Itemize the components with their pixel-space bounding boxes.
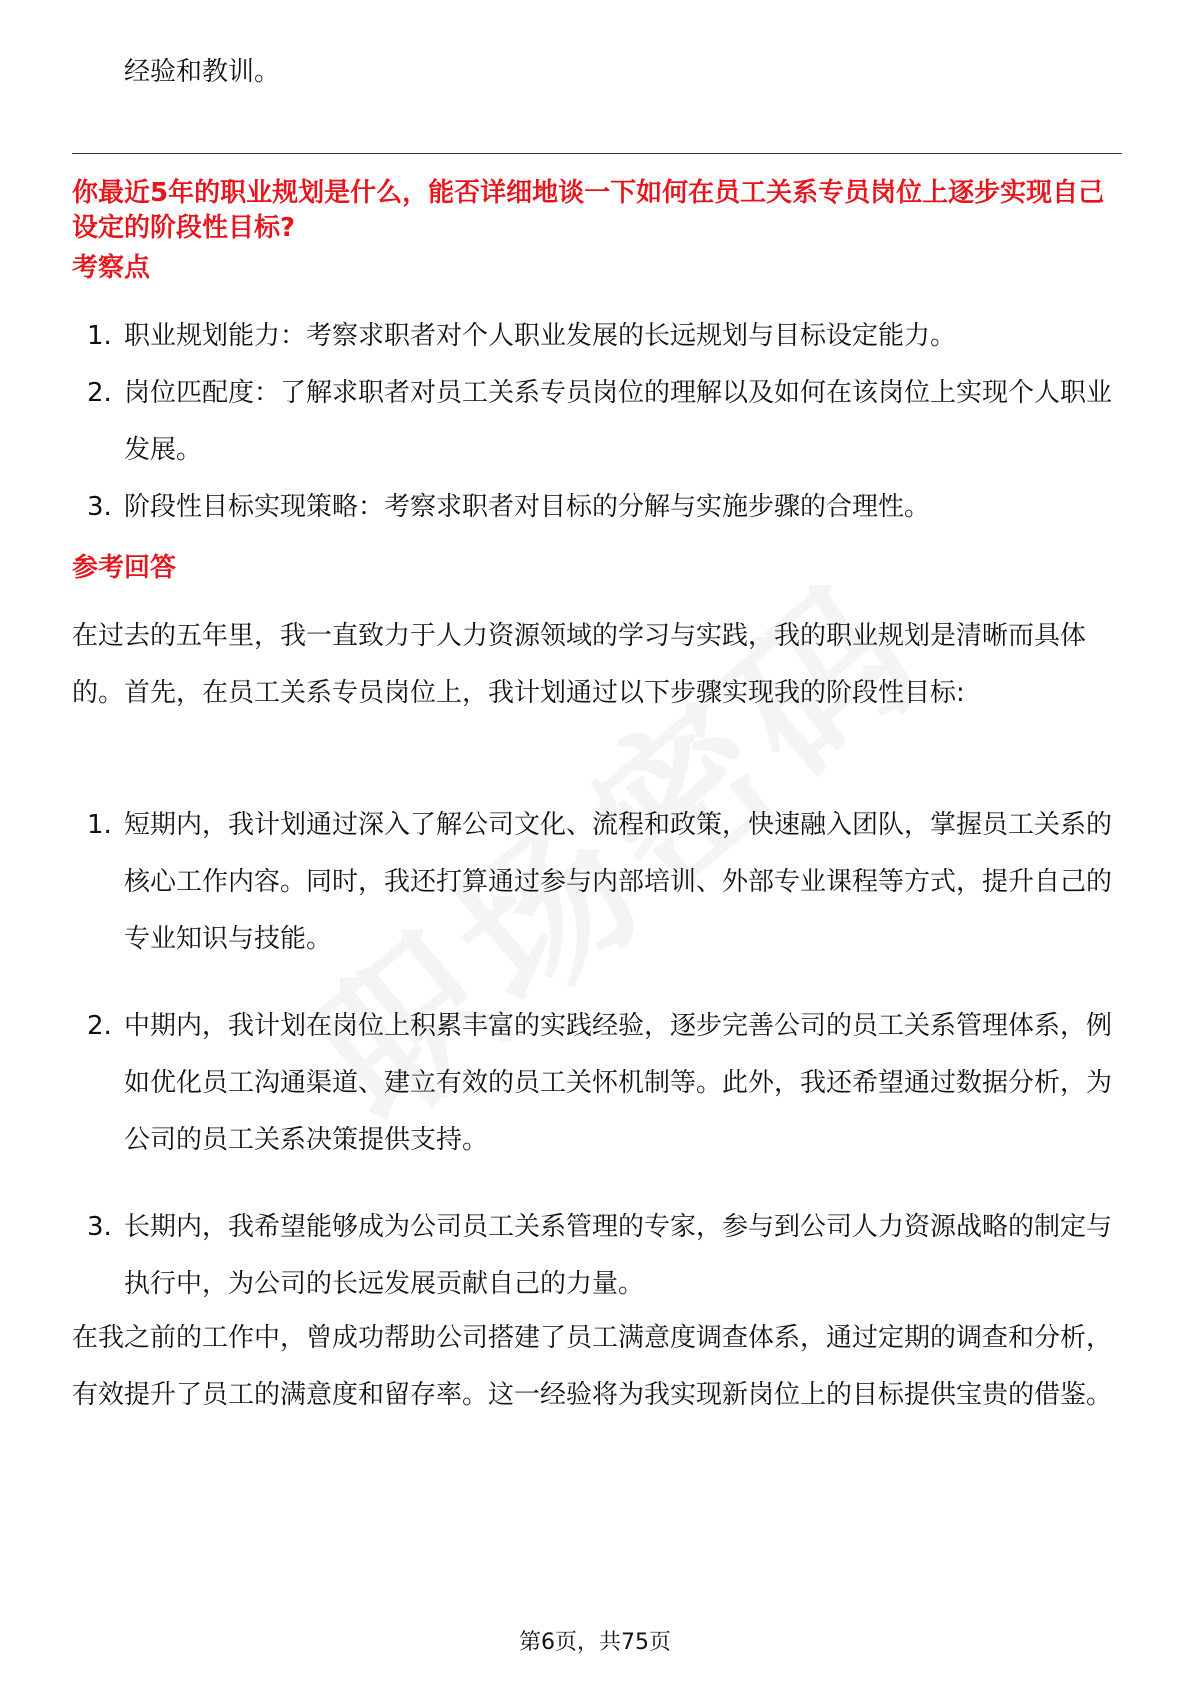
list-item <box>72 998 1122 1169</box>
list-number: 2. <box>87 378 112 408</box>
list-text: 长期内，我希望能够成为公司员工关系管理的专家，参与到公司人力资源战略的制定与执行中，为公司的长远发展贡献自己的力量。 <box>124 1212 1113 1299</box>
list-number: 1. <box>87 810 112 840</box>
list-number: 2. <box>87 1011 112 1041</box>
list-item <box>72 479 1122 536</box>
list-item <box>72 308 1122 365</box>
list-number: 1. <box>87 321 112 351</box>
answer-closing: 在我之前的工作中，曾成功帮助公司搭建了员工满意度调查体系，通过定期的调查和分析，有效提升了员工的满意度和留存率。这一经验将为我实现新岗位上的目标提供宝贵的借鉴。 <box>72 1323 1113 1410</box>
list-item <box>72 365 1122 479</box>
list-text: 短期内，我计划通过深入了解公司文化、流程和政策，快速融入团队，掌握员工关系的核心工作内容。同时，我还打算通过参与内部培训、外部专业课程等方式，提升自己的专业知识与技能。 <box>124 810 1113 954</box>
answer-title: 参考回答 <box>72 553 177 583</box>
answer-intro: 在过去的五年里，我一直致力于人力资源领域的学习与实践，我的职业规划是清晰而具体的。首先，在员工关系专员岗位上，我计划通过以下步骤实现我的阶段性目标: <box>72 621 1087 708</box>
assessment-list <box>72 308 1122 536</box>
assessment-title: 考察点 <box>72 253 151 283</box>
question-heading: 你最近5年的职业规划是什么，能否详细地谈一下如何在员工关系专员岗位上逐步实现自己设定的阶段性目标? <box>72 178 1105 243</box>
page-footer: 第6页，共75页 <box>519 1630 671 1655</box>
lead-text: 经验和教训。 <box>124 57 281 87</box>
list-number: 3. <box>87 1212 112 1242</box>
list-text: 阶段性目标实现策略：考察求职者对目标的分解与实施步骤的合理性。 <box>124 492 931 522</box>
list-text: 中期内，我计划在岗位上积累丰富的实践经验，逐步完善公司的员工关系管理体系，例如优化员工沟通渠道、建立有效的员工关怀机制等。此外，我还希望通过数据分析，为公司的员工关系决策提供支持。 <box>124 1011 1113 1155</box>
list-number: 3. <box>87 492 112 522</box>
list-item <box>72 797 1122 968</box>
divider <box>72 153 1122 154</box>
list-text: 岗位匹配度：了解求职者对员工关系专员岗位的理解以及如何在该岗位上实现个人职业发展。 <box>124 378 1113 465</box>
answer-list <box>72 797 1122 1343</box>
list-item <box>72 1199 1122 1313</box>
list-text: 职业规划能力：考察求职者对个人职业发展的长远规划与目标设定能力。 <box>124 321 957 351</box>
